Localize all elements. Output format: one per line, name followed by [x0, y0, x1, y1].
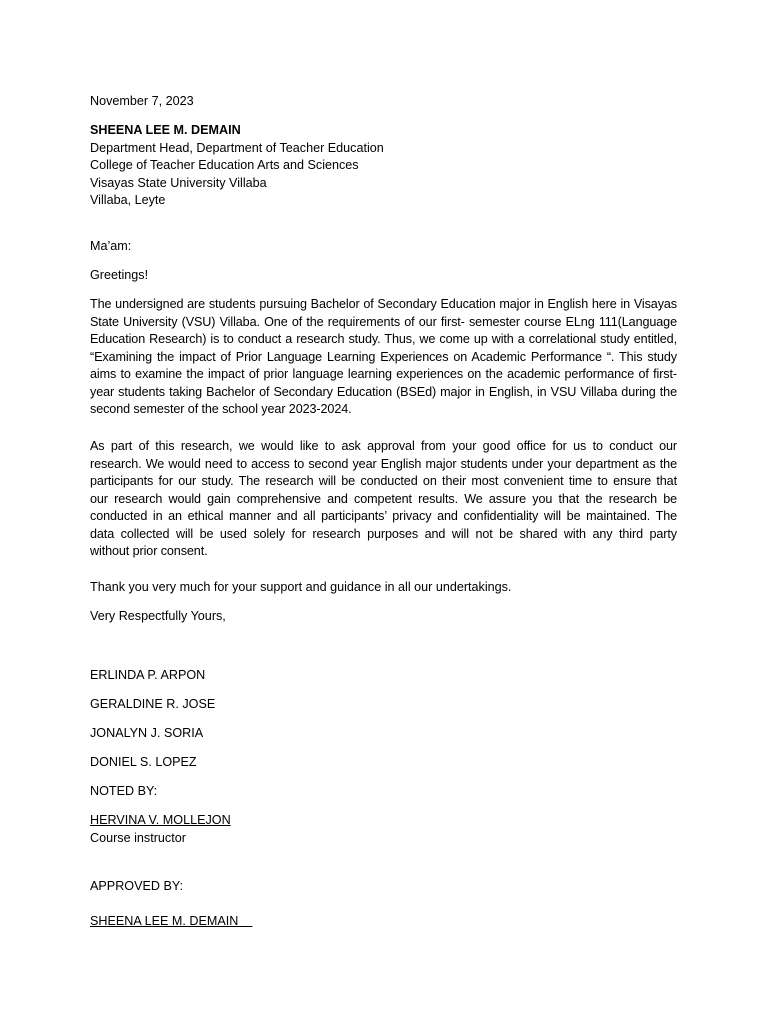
recipient-address: Villaba, Leyte — [90, 193, 166, 207]
signatory — [90, 725, 677, 743]
noted-by-block — [90, 812, 677, 847]
paragraph-1-line: The undersigned are students pursuing Bachelor of Secondary Education major in English here in Visayas — [90, 297, 677, 311]
recipient-position: Department Head, Department of Teacher Education — [90, 140, 384, 155]
recipient-block — [90, 122, 677, 210]
noted-by-name: HERVINA V. MOLLEJON — [90, 813, 231, 827]
closing — [90, 608, 677, 626]
greeting — [90, 267, 677, 285]
paragraph-1-line: Education Research) is to conduct a research study. Thus, we come up with a correlational study entitled, — [90, 332, 677, 346]
paragraph-1-line: second semester of the school year 2023-2024. — [90, 402, 352, 416]
paragraph-2-line: data collected will be used solely for research purposes and will not be shared with any third party — [90, 526, 677, 541]
signatory — [90, 754, 677, 772]
salutation — [90, 238, 677, 256]
paragraph-2-line: research. We would need to access to second year English major students under your department as the — [90, 456, 677, 471]
body-paragraph-1 — [90, 296, 677, 419]
approved-by-text: APPROVED BY: — [90, 879, 184, 893]
paragraph-1-line: “Examining the impact of Prior Language Learning Experiences on Academic Performance “. This study — [90, 349, 677, 364]
approved-by-name: SHEENA LEE M. DEMAIN — [90, 914, 253, 928]
body-paragraph-2 — [90, 438, 677, 561]
paragraph-1-line: aims to examine the impact of prior language learning experiences on the academic performance of first- — [90, 367, 677, 381]
letter-date — [90, 93, 677, 111]
signatory-name: DONIEL S. LOPEZ — [90, 755, 197, 769]
paragraph-2-line: conducted in an ethical manner and all participants’ privacy and confidentiality will be maintained. The — [90, 509, 677, 523]
recipient-university: Visayas State University Villaba — [90, 175, 267, 190]
recipient-name: SHEENA LEE M. DEMAIN — [90, 123, 241, 137]
signatory-name: GERALDINE R. JOSE — [90, 697, 216, 711]
paragraph-2-line: participants for our study. The research will be conducted on their most convenient time to ensure that — [90, 474, 677, 488]
approved-by-block — [90, 913, 677, 931]
signatory-name: ERLINDA P. ARPON — [90, 668, 206, 682]
thanks-text: Thank you very much for your support and guidance in all our undertakings. — [90, 580, 512, 594]
recipient-college: College of Teacher Education Arts and Sciences — [90, 158, 359, 172]
paragraph-2-line: without prior consent. — [90, 544, 208, 558]
noted-by-text: NOTED BY: — [90, 784, 158, 798]
greeting-text: Greetings! — [90, 268, 149, 282]
noted-by-label — [90, 783, 677, 801]
date-text: November 7, 2023 — [90, 94, 194, 108]
noted-by-title: Course instructor — [90, 830, 186, 845]
paragraph-2-line: our research would gain comprehensive and competent results. We assure you that the research be — [90, 491, 677, 506]
signatory — [90, 696, 677, 714]
closing-text: Very Respectfully Yours, — [90, 609, 226, 623]
salutation-text: Ma’am: — [90, 239, 132, 253]
paragraph-1-line: State University (VSU) Villaba. One of the requirements of our first- semester course ELng 111(Language — [90, 314, 677, 329]
paragraph-2-line: As part of this research, we would like to ask approval from your good office for us to conduct our — [90, 439, 677, 453]
signatory-name: JONALYN J. SORIA — [90, 726, 204, 740]
signatory — [90, 667, 677, 685]
approved-by-label — [90, 878, 677, 896]
paragraph-1-line: year students taking Bachelor of Secondary Education (BSEd) major in English, in VSU Villaba during the — [90, 384, 677, 399]
thanks-line — [90, 579, 677, 597]
